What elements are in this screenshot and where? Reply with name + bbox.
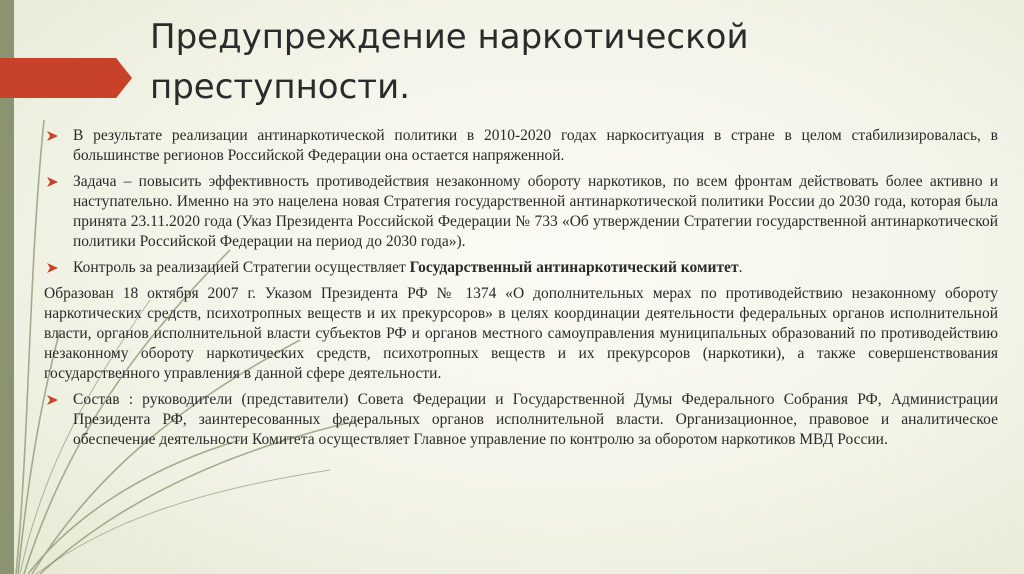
- bullet-item: [44, 390, 998, 450]
- bullet-item: [44, 258, 998, 278]
- control-end: .: [738, 259, 743, 276]
- arrow-bullet-icon: [47, 177, 58, 187]
- slide-title-line2: преступности.: [150, 67, 411, 107]
- slide-content: [44, 126, 998, 456]
- arrow-bullet-icon: [47, 131, 58, 141]
- bullet-item: [44, 126, 998, 166]
- bullet-text: В результате реализации антинаркотической политики в 2010-2020 годах наркоситуация в стране в целом стабилизировалась, в большинстве регионов Российской Федерации она остается напряженной.: [73, 127, 998, 164]
- arrow-bullet-icon: [47, 395, 58, 405]
- committee-name: Государственный антинаркотический комитет: [409, 259, 739, 276]
- control-text: Контроль за реализацией Стратегии осуществляет: [73, 259, 410, 276]
- slide-title-line1: Предупреждение наркотической: [150, 17, 749, 57]
- bullet-text: Задача – повысить эффективность противодействия незаконному обороту наркотиков, по всем фронтам действовать более активно и наступательно. Именно на это нацелена новая Стратегия государственной антинаркотической политики России до 2030 года, которая была принята 23.11.2020 года (Указ Президента Российской Федерации № 733 «Об утверждении Стратегии государственной антинаркотической политики Российской Федерации на период до 2030 года»).: [73, 173, 998, 250]
- slide-title: [150, 12, 970, 112]
- formed-paragraph: Образован 18 октября 2007 г. Указом Президента РФ № 1374 «О дополнительных мерах по противодействию незаконному обороту наркотических средств, психотропных веществ и их прекурсоров» в целях координации деятельности федеральных органов исполнительной власти, органов исполнительной власти субъектов РФ и органов местного самоуправления муниципальных образований по противодействию незаконному обороту наркотических средств, психотропных веществ и их прекурсоров (наркотики), а также совершенствования государственного управления в данной сфере деятельности.: [44, 285, 998, 382]
- title-accent-arrow: [0, 58, 132, 98]
- composition-text: Состав : руководители (представители) Совета Федерации и Государственной Думы Федерального Собрания РФ, Администрации Президента РФ, заинтересованных федеральных органов исполнительной власти. Организационное, правовое и аналитическое обеспечение деятельности Комитета осуществляет Главное управление по контролю за оборотом наркотиков МВД России.: [73, 391, 998, 448]
- bullet-item: [44, 172, 998, 252]
- arrow-bullet-icon: [47, 263, 58, 273]
